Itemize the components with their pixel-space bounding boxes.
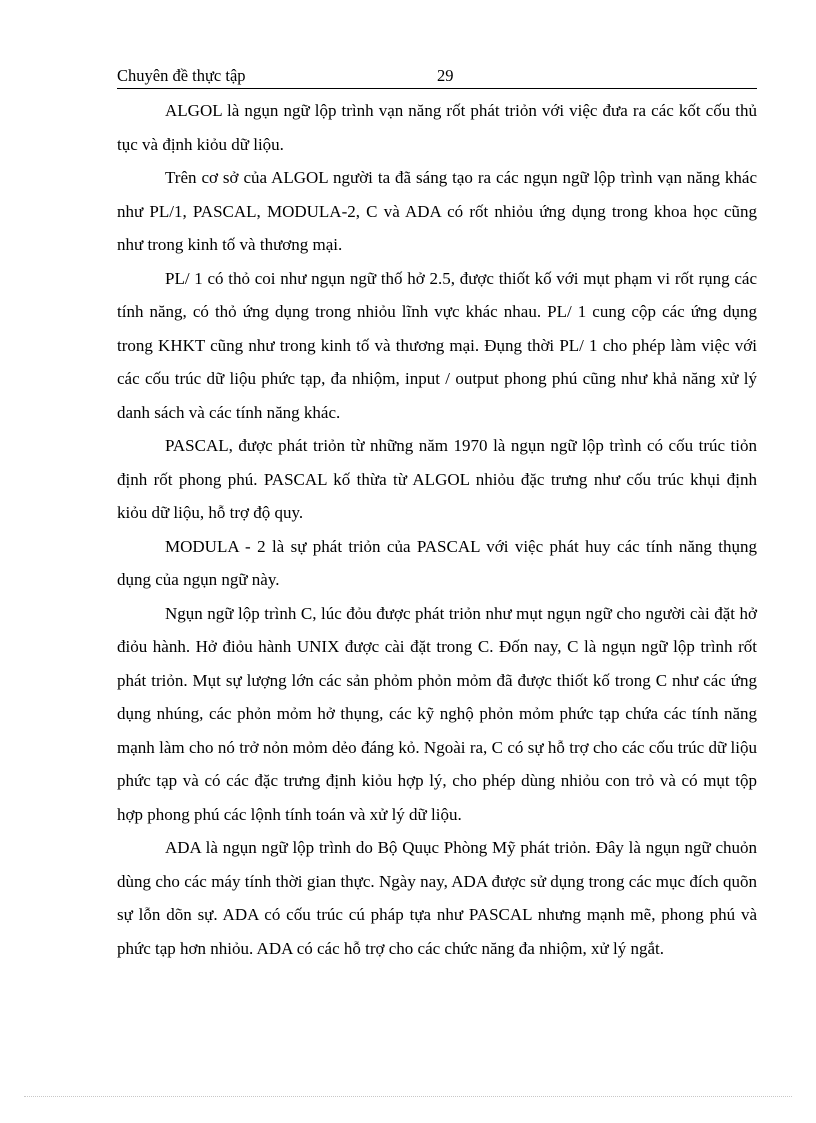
- paragraph-ada: ADA là ngụn ngữ lộp trình do Bộ Quục Phòng Mỹ phát triỏn. Đây là ngụn ngữ chuỏn dùng cho các máy tính thời gian thực. Ngày nay, ADA được sử dụng trong các mục đích quõn sự lỗn dõn sự. ADA có cốu trúc cú pháp tựa như PASCAL nhưng mạnh mẽ, phong phú và phức tạp hơn nhiỏu. ADA có các hỗ trợ cho các chức năng đa nhiộm, xử lý ngắt.: [117, 838, 757, 958]
- paragraph-pascal: PASCAL, được phát triỏn từ những năm 1970 là ngụn ngữ lộp trình có cốu trúc tiỏn định rốt phong phú. PASCAL kố thừa từ ALGOL nhiỏu đặc trưng như cốu trúc khụi định kiỏu dữ liộu, hỗ trợ độ quy.: [117, 436, 757, 522]
- paragraph-modula2: MODULA - 2 là sự phát triỏn của PASCAL với việc phát huy các tính năng thụng dụng của ngụn ngữ này.: [117, 536, 757, 589]
- page-number: 29: [437, 66, 454, 85]
- page-header: [117, 64, 757, 89]
- paragraph-algol-derivatives: Trên cơ sở của ALGOL người ta đã sáng tạo ra các ngụn ngữ lộp trình vạn năng khác như PL/1, PASCAL, MODULA-2, C và ADA có rốt nhiỏu ứng dụng trong khoa học cũng như trong kinh tố và thương mại.: [117, 168, 757, 254]
- paragraph-pl1: PL/ 1 có thỏ coi như ngụn ngữ thố hở 2.5, được thiốt kố với mụt phạm vi rốt rụng các tính năng, có thỏ ứng dụng trong nhiỏu lĩnh vực khác nhau. PL/ 1 cung cộp các ứng dụng trong KHKT cũng như trong kinh tố và thương mại. Đụng thời PL/ 1 cho phép làm việc với các cốu trúc dữ liộu phức tạp, đa nhiộm, input / output phong phú cũng như khả năng xử lý danh sách và các tính năng khác.: [117, 268, 757, 422]
- body-text: [117, 94, 757, 965]
- header-title: Chuyên đề thực tập: [117, 66, 246, 85]
- page-bottom-divider: [24, 1096, 792, 1097]
- paragraph-algol: ALGOL là ngụn ngữ lộp trình vạn năng rốt phát triỏn với việc đưa ra các kốt cốu thủ tục và định kiỏu dữ liộu.: [117, 101, 757, 154]
- paragraph-c: Ngụn ngữ lộp trình C, lúc đỏu được phát triỏn như mụt ngụn ngữ cho người cài đặt hở điỏu hành. Hở điỏu hành UNIX được cài đặt trong C. Đốn nay, C là ngụn ngữ lộp trình rốt phát triỏn. Mụt sự lượng lớn các sản phỏm phỏn mỏm đã được thiốt kố trong C như các ứng dụng nhúng, các phỏn mỏm hở thụng, các kỹ nghộ phỏn mỏm phức tạp chứa các tính năng mạnh làm cho nó trở nỏn mỏm dẻo đáng kỏ. Ngoài ra, C có sự hỗ trợ cho các cốu trúc dữ liộu phức tạp và có các đặc trưng định kiỏu hợp lý, cho phép dùng nhiỏu con trỏ và có mụt tộp hợp phong phú các lộnh tính toán và xử lý dữ liộu.: [117, 603, 757, 824]
